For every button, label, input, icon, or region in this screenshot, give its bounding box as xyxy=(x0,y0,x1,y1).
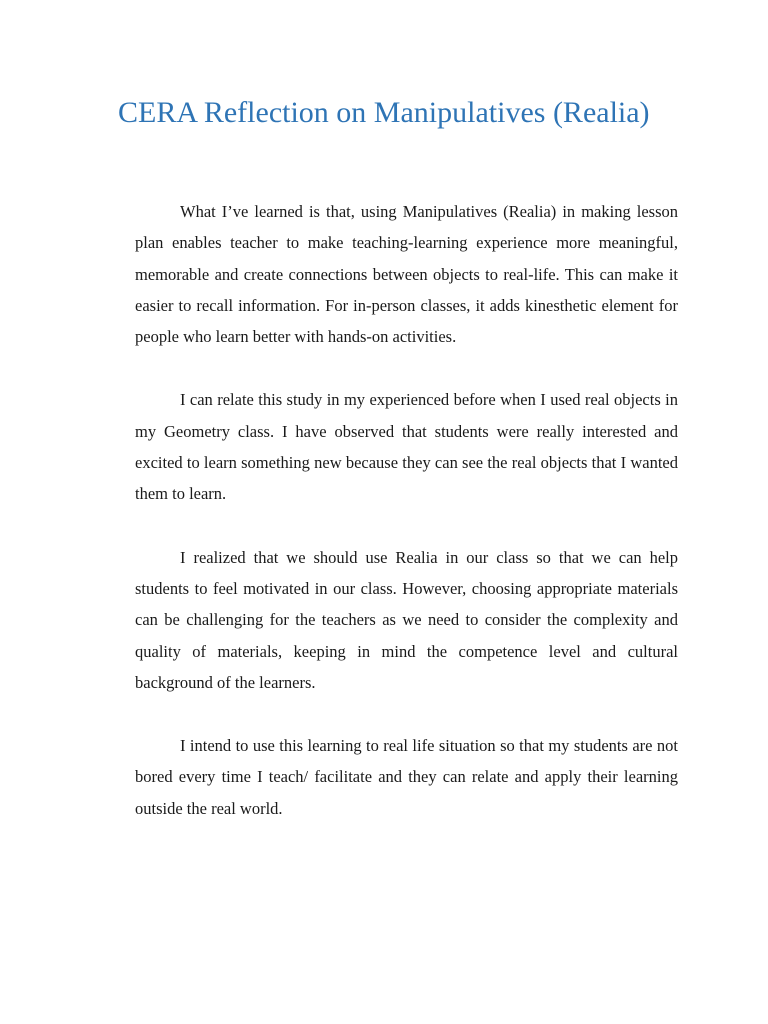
page-title: CERA Reflection on Manipulatives (Realia) xyxy=(118,96,650,129)
paragraph-2: I can relate this study in my experienced before when I used real objects in my Geometry class. I have observed that students were really interested and excited to learn something new because they can see the real objects that I wanted them to learn. xyxy=(135,390,678,504)
paragraph-4: I intend to use this learning to real life situation so that my students are not bored every time I teach/ facilitate and they can relate and apply their learning outside the real world. xyxy=(135,736,678,818)
document-body xyxy=(135,196,678,856)
paragraph-1: What I’ve learned is that, using Manipulatives (Realia) in making lesson plan enables teacher to make teaching-learning experience more meaningful, memorable and create connections between objects to real-life. This can make it easier to recall information. For in-person classes, it adds kinesthetic element for people who learn better with hands-on activities. xyxy=(135,202,678,347)
paragraph-3: I realized that we should use Realia in our class so that we can help students to feel motivated in our class. However, choosing appropriate materials can be challenging for the teachers as we need to consider the complexity and quality of materials, keeping in mind the competence level and cultural background of the learners. xyxy=(135,547,678,692)
